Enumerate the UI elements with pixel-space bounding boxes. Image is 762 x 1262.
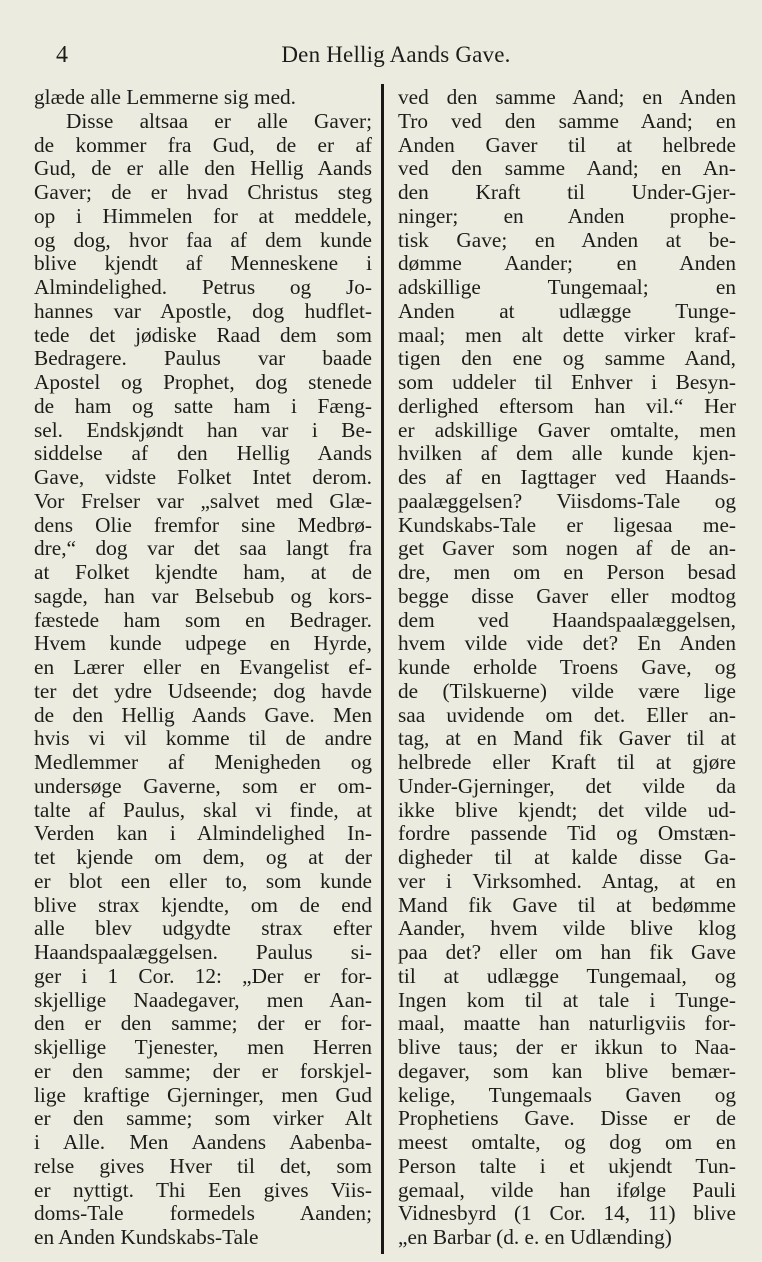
page-number: 4 xyxy=(56,42,68,68)
text-line: dømme Aander; en Anden xyxy=(398,251,736,276)
text-line: Anden at udlægge Tunge- xyxy=(398,298,736,323)
text-line: Anden Gaver til at helbrede xyxy=(398,132,736,157)
text-line: Ingen kom til at tale i Tunge- xyxy=(398,987,736,1012)
text-line: Disse altsaa er alle Gaver; xyxy=(66,108,372,133)
text-line: de (Tilskuerne) vilde være lige xyxy=(398,678,736,703)
text-line: derlighed eftersom han vil.“ Her xyxy=(398,393,736,418)
text-line: en Lærer eller en Evangelist ef- xyxy=(34,655,372,679)
text-line: Gud, de er alle den Hellig Aands xyxy=(34,156,372,181)
text-line: hannes var Apostle, dog hudflet- xyxy=(34,298,372,323)
text-line: i Alle. Men Aandens Aabenba- xyxy=(34,1130,372,1154)
text-line: tag, at en Mand fik Gaver til at xyxy=(398,726,736,751)
text-line: hvis vi vil komme til de andre xyxy=(34,726,372,751)
text-line: ved den samme Aand; en An- xyxy=(398,156,736,181)
running-title: Den Hellig Aands Gave. xyxy=(281,42,511,67)
text-line: en Anden Kundskabs-Tale xyxy=(34,1225,259,1249)
text-line: alle blev udgydte strax efter xyxy=(34,916,372,941)
text-line: tisk Gave; en Anden at be- xyxy=(398,227,736,252)
text-line: digheder til at kalde disse Ga- xyxy=(398,845,736,869)
text-line: maal, maatte han naturligviis for- xyxy=(398,1011,736,1036)
text-line: Apostel og Prophet, dog stenede xyxy=(34,370,372,394)
text-line: er nyttigt. Thi Een gives Viis- xyxy=(34,1177,372,1202)
text-line: Under-Gjerninger, det vilde da xyxy=(398,773,736,798)
text-line: helbrede eller Kraft til at gjøre xyxy=(398,750,736,774)
text-line: de den Hellig Aands Gave. Men xyxy=(34,702,372,727)
text-line: blive taus; der er ikkun to Naa- xyxy=(398,1035,736,1059)
text-line: Person talte i et ukjendt Tun- xyxy=(398,1153,736,1178)
text-line: den Kraft til Under-Gjer- xyxy=(398,180,736,204)
text-line: get Gaver som nogen af de an- xyxy=(398,536,736,561)
text-line: des af en Iagttager ved Haands- xyxy=(398,465,736,489)
text-line: er adskillige Gaver omtalte, men xyxy=(398,417,736,442)
text-line: dre, men om en Person besad xyxy=(398,560,736,584)
text-line: degaver, som kan blive bemær- xyxy=(398,1058,736,1083)
text-line: ver i Virksomhed. Antag, at en xyxy=(398,868,736,893)
text-line: tet kjende om dem, og at der xyxy=(34,845,372,869)
text-line: skjellige Tjenester, men Herren xyxy=(34,1035,372,1059)
text-line: lige kraftige Gjerninger, men Gud xyxy=(34,1082,372,1107)
text-line: Tro ved den samme Aand; en xyxy=(398,108,736,133)
text-line: Mand fik Gave til at bedømme xyxy=(398,892,736,917)
text-line: tigen den ene og samme Aand, xyxy=(398,346,736,371)
text-line: som uddeler til Enhver i Besyn- xyxy=(398,370,736,394)
text-line: Kundskabs-Tale er ligesaa me- xyxy=(398,512,736,537)
text-line: dem ved Haandspaalæggelsen, xyxy=(398,607,736,632)
text-line: kelige, Tungemaals Gaven og xyxy=(398,1082,736,1107)
text-line: siddelse af den Hellig Aands xyxy=(34,441,372,466)
right-column xyxy=(398,86,736,1250)
text-line: ninger; en Anden prophe- xyxy=(398,203,736,228)
text-line: Hvem kunde udpege en Hyrde, xyxy=(34,631,372,656)
column-divider xyxy=(381,84,384,1254)
text-line: meest omtalte, og dog om en xyxy=(398,1130,736,1154)
text-line: ved den samme Aand; en Anden xyxy=(398,85,736,109)
text-line: Verden kan i Almindelighed In- xyxy=(34,821,372,846)
text-line: paalæggelsen? Viisdoms-Tale og xyxy=(398,488,736,513)
text-line: Vor Frelser var „salvet med Glæ- xyxy=(34,488,372,513)
text-line: paa det? eller om han fik Gave xyxy=(398,940,736,964)
left-column xyxy=(34,86,372,1250)
text-line: ikke blive kjendt; det vilde ud- xyxy=(398,797,736,822)
text-line: begge disse Gaver eller modtog xyxy=(398,583,736,608)
text-line: relse gives Hver til det, som xyxy=(34,1153,372,1178)
text-line: Haandspaalæggelsen. Paulus si- xyxy=(34,940,372,964)
text-line: saa uvidende om det. Eller an- xyxy=(398,702,736,727)
text-line: sagde, han var Belsebub og kors- xyxy=(34,583,372,608)
text-line: fordre passende Tid og Omstæn- xyxy=(398,821,736,846)
page-header xyxy=(0,40,762,74)
text-line: adskillige Tungemaal; en xyxy=(398,275,736,299)
text-line: de ham og satte ham i Fæng- xyxy=(34,393,372,418)
text-line: Bedragere. Paulus var baade xyxy=(34,346,372,371)
text-line: kunde erholde Troens Gave, og xyxy=(398,655,736,679)
text-line: ger i 1 Cor. 12: „Der er for- xyxy=(34,963,372,988)
text-line: Aander, hvem vilde blive klog xyxy=(398,916,736,941)
text-line: er den samme; som virker Alt xyxy=(34,1106,372,1131)
text-line: talte af Paulus, skal vi finde, at xyxy=(34,797,372,822)
text-line: dens Olie fremfor sine Medbrø- xyxy=(34,512,372,537)
text-line: skjellige Naadegaver, men Aan- xyxy=(34,987,372,1012)
text-line: hvem vilde vide det? En Anden xyxy=(398,631,736,656)
text-line: op i Himmelen for at meddele, xyxy=(34,203,372,228)
text-line: Medlemmer af Menigheden og xyxy=(34,750,372,774)
text-line: er den samme; der er forskjel- xyxy=(34,1058,372,1083)
text-line: er blot een eller to, som kunde xyxy=(34,868,372,893)
text-line: undersøge Gaverne, som er om- xyxy=(34,773,372,798)
text-line: Almindelighed. Petrus og Jo- xyxy=(34,275,372,299)
text-line: sel. Endskjøndt han var i Be- xyxy=(34,417,372,442)
text-line: doms-Tale formedels Aanden; xyxy=(34,1201,372,1226)
text-line: tede det jødiske Raad dem som xyxy=(34,322,372,347)
text-line: glæde alle Lemmerne sig med. xyxy=(34,85,296,109)
text-line: dre,“ dog var det saa langt fra xyxy=(34,536,372,561)
text-line: Prophetiens Gave. Disse er de xyxy=(398,1106,736,1131)
text-line: fæstede ham som en Bedrager. xyxy=(34,607,372,632)
text-line: den er den samme; der er for- xyxy=(34,1011,372,1036)
text-line: og dog, hvor faa af dem kunde xyxy=(34,227,372,252)
text-line: gemaal, vilde han ifølge Pauli xyxy=(398,1177,736,1202)
text-line: maal; men alt dette virker kraf- xyxy=(398,322,736,347)
text-line: Gaver; de er hvad Christus steg xyxy=(34,180,372,204)
text-line: ter det ydre Udseende; dog havde xyxy=(34,678,372,703)
text-line: Gave, vidste Folket Intet derom. xyxy=(34,465,372,489)
text-line: blive strax kjendte, om de end xyxy=(34,892,372,917)
text-line: de kommer fra Gud, de er af xyxy=(34,132,372,157)
text-line: til at udlægge Tungemaal, og xyxy=(398,963,736,988)
text-line: „en Barbar (d. e. en Udlænding) xyxy=(398,1225,672,1249)
text-line: at Folket kjendte ham, at de xyxy=(34,560,372,584)
text-line: blive kjendt af Menneskene i xyxy=(34,251,372,276)
text-line: Vidnesbyrd (1 Cor. 14, 11) blive xyxy=(398,1201,736,1226)
text-line: hvilken af dem alle kunde kjen- xyxy=(398,441,736,466)
